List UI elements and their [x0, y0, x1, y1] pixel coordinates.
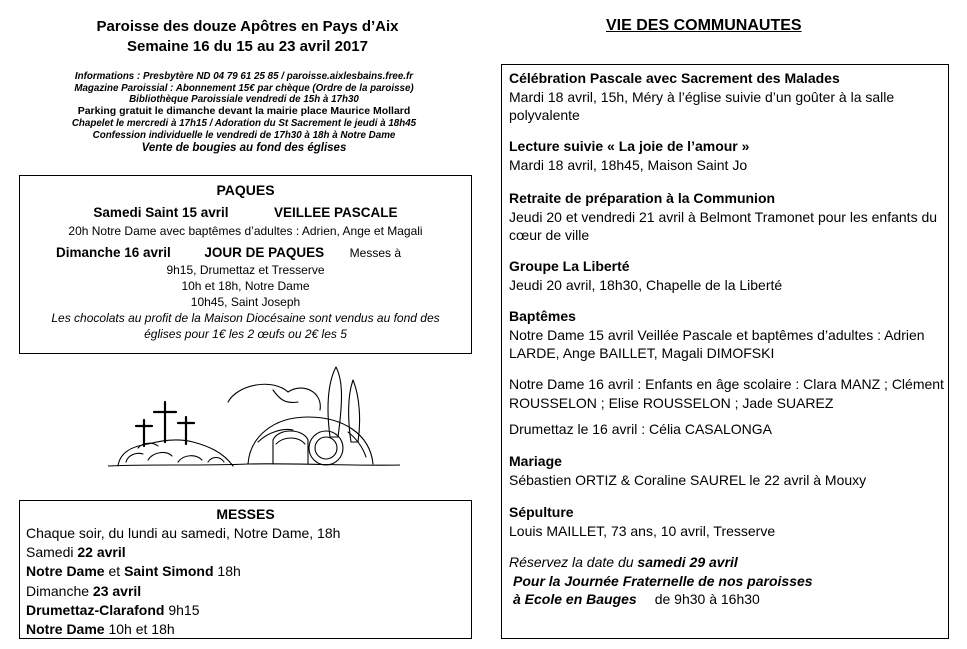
reservez-line — [509, 590, 945, 609]
section-title: Groupe La Liberté — [509, 258, 630, 274]
text-bold: 23 avril — [92, 582, 142, 599]
mass-time: 10h45, Saint Joseph — [190, 295, 301, 309]
vie-box — [501, 64, 949, 639]
liberte-section — [509, 257, 945, 294]
lecture-section — [509, 137, 945, 174]
text-bold: Notre Dame — [26, 621, 105, 638]
section-text: Mardi 18 avril, 15h, Méry à l’église suivie d’un goûter à la salle polyvalente — [509, 88, 895, 123]
section-text: Jeudi 20 avril, 18h30, Chapelle de la Liberté — [509, 276, 783, 293]
section-text: Notre Dame 16 avril : Enfants en âge scolaire : Clara MANZ ; Clément ROUSSELON ; Elise ROUSSELON ; Jade SUAREZ — [509, 376, 944, 411]
section-text: Notre Dame 15 avril Veillée Pascale et baptêmes d’adultes : Adrien LARDE, Ange BAILLET, Magali DIMOFSKI — [509, 326, 925, 361]
text-bold: Notre Dame — [26, 563, 105, 580]
text: 18h — [213, 563, 241, 580]
info-block — [34, 71, 454, 155]
dimanche-day: Dimanche 16 avril — [56, 245, 171, 260]
section-title: Retraite de préparation à la Communion — [509, 190, 776, 206]
messes-line — [20, 620, 471, 639]
paques-title: PAQUES — [216, 182, 275, 198]
vente-line: Vente de bougies au fond des églises — [141, 142, 347, 155]
tree-icon — [328, 367, 342, 437]
samedi-event: VEILLEE PASCALE — [274, 205, 398, 220]
parish-title: Paroisse des douze Apôtres en Pays d’Aix — [96, 18, 399, 35]
messes-line — [20, 582, 471, 601]
section-text: Louis MAILLET, 73 ans, 10 avril, Tresserve — [509, 522, 776, 539]
messes-a: Messes à — [349, 246, 402, 260]
text-bold: Saint Simond — [124, 563, 214, 580]
messes-line — [20, 543, 471, 562]
info-line: Informations : Presbytère ND 04 79 61 25 85 / paroisse.aixlesbains.free.fr — [74, 71, 414, 82]
text-bold: 22 avril — [77, 544, 126, 561]
info-line: Chapelet le mercredi à 17h15 / Adoration du St Sacrement le jeudi à 18h45 — [71, 117, 417, 129]
mass-time: 10h et 18h, Notre Dame — [181, 279, 310, 293]
samedi-heading — [20, 203, 471, 223]
dimanche-event: JOUR DE PAQUES — [204, 245, 325, 260]
tree-icon — [349, 380, 360, 442]
chocolats-line: Les chocolats au profit de la Maison Diocésaine sont vendus au fond des — [51, 311, 440, 325]
text-bold: samedi 29 avril — [637, 554, 738, 570]
text: 10h et 18h — [104, 621, 175, 638]
section-title: Sépulture — [509, 504, 574, 520]
section-title: Mariage — [509, 453, 562, 469]
parking-line: Parking gratuit le dimanche devant la mairie place Maurice Mollard — [77, 105, 411, 118]
text-bold: Drumettaz-Clarafond — [26, 601, 165, 618]
baptemes-drumettaz — [509, 420, 945, 439]
messes-title: MESSES — [216, 506, 275, 522]
section-text: Jeudi 20 et vendredi 21 avril à Belmont Tramonet pour les enfants du cœur de ville — [509, 208, 938, 243]
messes-line: Chaque soir, du lundi au samedi, Notre Dame, 18h — [26, 525, 341, 541]
celebration-section — [509, 69, 945, 125]
reservez-line: Pour la Journée Fraternelle de nos paroisses — [513, 572, 813, 589]
mass-time: 9h15, Drumettaz et Tresserve — [166, 263, 325, 277]
section-text: Mardi 18 avril, 18h45, Maison Saint Jo — [509, 156, 748, 173]
samedi-day: Samedi Saint 15 avril — [93, 205, 229, 220]
retraite-section — [509, 189, 945, 245]
chocolats-line: églises pour 1€ les 2 œufs ou 2€ les 5 — [144, 327, 347, 341]
text: Samedi — [26, 544, 78, 561]
messes-box — [19, 500, 472, 639]
messes-line — [20, 562, 471, 581]
chocolats-note — [20, 310, 471, 342]
section-title: Baptêmes — [509, 308, 576, 324]
section-text: Sébastien ORTIZ & Coraline SAUREL le 22 avril à Mouxy — [509, 471, 867, 488]
calvary-hill — [118, 440, 233, 466]
section-title: Lecture suivie « La joie de l’amour » — [509, 138, 750, 154]
text-bold: à Ecole en Bauges — [513, 591, 637, 607]
text: et — [104, 563, 125, 580]
three-crosses-icon — [136, 402, 194, 446]
section-text: Drumettaz le 16 avril : Célia CASALONGA — [509, 421, 772, 437]
reservez-section — [509, 553, 945, 609]
messes-line — [20, 601, 471, 620]
text: Dimanche — [26, 582, 93, 599]
week-dates: Semaine 16 du 15 au 23 avril 2017 — [127, 38, 368, 55]
mariage-section — [509, 452, 945, 489]
rolled-stone — [309, 431, 343, 465]
info-line: Magazine Paroissial : Abonnement 15€ par chèque (Ordre de la paroisse) — [74, 82, 414, 94]
text: de 9h30 à 16h30 — [654, 591, 760, 607]
sepulture-section — [509, 503, 945, 540]
info-line: Bibliothèque Paroissiale vendredi de 15h à 17h30 — [129, 94, 359, 106]
baptemes-section — [509, 307, 945, 363]
baptemes-enfants — [509, 375, 945, 412]
samedi-detail: 20h Notre Dame avec baptêmes d’adultes : Adrien, Ange et Magali — [68, 224, 423, 238]
empty-tomb-illustration — [108, 362, 400, 474]
text: Réservez la date du — [509, 554, 638, 570]
vie-title: VIE DES COMMUNAUTES — [606, 17, 802, 34]
info-line: Confession individuelle le vendredi de 17h30 à 18h à Notre Dame — [92, 129, 396, 141]
dimanche-heading — [20, 244, 471, 262]
section-title: Célébration Pascale avec Sacrement des Malades — [509, 70, 840, 86]
tomb-opening — [273, 431, 308, 464]
ground-line — [108, 464, 400, 466]
text: 9h15 — [164, 601, 200, 618]
paques-box — [19, 175, 472, 354]
reservez-line — [509, 553, 945, 572]
